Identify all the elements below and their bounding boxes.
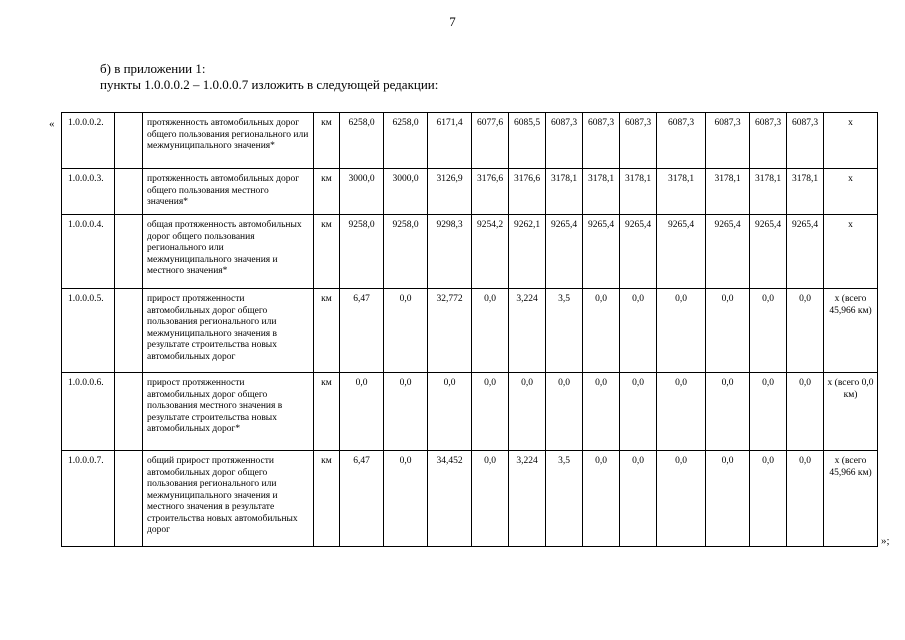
value-cell: 0,0 (750, 289, 787, 373)
value-cell: 9265,4 (657, 215, 706, 289)
value-cell: 0,0 (384, 451, 428, 547)
value-cell: 0,0 (583, 451, 620, 547)
empty-cell (115, 169, 143, 215)
value-cell: 6258,0 (340, 113, 384, 169)
note-cell: х (всего 45,966 км) (824, 289, 878, 373)
value-cell: 6,47 (340, 289, 384, 373)
value-cell: 0,0 (787, 373, 824, 451)
value-cell: 9265,4 (787, 215, 824, 289)
intro-line-1: б) в приложении 1: (100, 61, 206, 76)
row-code-cell: 1.0.0.0.5. (62, 289, 115, 373)
row-name-cell: протяженность автомобильных дорог общего пользования местного значения* (143, 169, 314, 215)
value-cell: 6085,5 (509, 113, 546, 169)
value-cell: 6087,3 (787, 113, 824, 169)
value-cell: 9265,4 (620, 215, 657, 289)
note-cell: х (всего 0,0 км) (824, 373, 878, 451)
value-cell: 0,0 (472, 451, 509, 547)
value-cell: 6,47 (340, 451, 384, 547)
row-name-cell: прирост протяженности автомобильных дорог общего пользования регионального или межмуниципального значения в результате строительства новых автомобильных дорог (143, 289, 314, 373)
value-cell: 9265,4 (546, 215, 583, 289)
value-cell: 6258,0 (384, 113, 428, 169)
value-cell: 0,0 (750, 373, 787, 451)
value-cell: 0,0 (583, 289, 620, 373)
value-cell: 6087,3 (750, 113, 787, 169)
value-cell: 0,0 (340, 373, 384, 451)
table-row (62, 169, 878, 215)
unit-cell: км (314, 373, 340, 451)
value-cell: 0,0 (657, 451, 706, 547)
unit-cell: км (314, 113, 340, 169)
unit-cell: км (314, 289, 340, 373)
value-cell: 0,0 (509, 373, 546, 451)
opening-quote: « (49, 118, 55, 130)
value-cell: 0,0 (384, 373, 428, 451)
value-cell: 0,0 (472, 289, 509, 373)
value-cell: 6087,3 (546, 113, 583, 169)
value-cell: 3,224 (509, 451, 546, 547)
value-cell: 3178,1 (583, 169, 620, 215)
value-cell: 3126,9 (428, 169, 472, 215)
value-cell: 9265,4 (750, 215, 787, 289)
value-cell: 0,0 (750, 451, 787, 547)
value-cell: 3178,1 (657, 169, 706, 215)
value-cell: 3178,1 (546, 169, 583, 215)
empty-cell (115, 289, 143, 373)
row-name-cell: общий прирост протяженности автомобильных дорог общего пользования регионального или межмуниципального значения и местного значения в результате строительства новых автомобильных дорог (143, 451, 314, 547)
value-cell: 0,0 (384, 289, 428, 373)
closing-quote: »; (881, 535, 890, 547)
note-cell: х (всего 45,966 км) (824, 451, 878, 547)
value-cell: 0,0 (706, 451, 750, 547)
value-cell: 3,5 (546, 289, 583, 373)
table-row (62, 113, 878, 169)
empty-cell (115, 215, 143, 289)
row-name-cell: прирост протяженности автомобильных дорог общего пользования местного значения в результате строительства новых автомобильных дорог* (143, 373, 314, 451)
value-cell: 9258,0 (384, 215, 428, 289)
value-cell: 6087,3 (657, 113, 706, 169)
table-row (62, 451, 878, 547)
empty-cell (115, 113, 143, 169)
value-cell: 9265,4 (583, 215, 620, 289)
value-cell: 0,0 (620, 289, 657, 373)
empty-cell (115, 451, 143, 547)
value-cell: 34,452 (428, 451, 472, 547)
value-cell: 0,0 (787, 289, 824, 373)
row-code-cell: 1.0.0.0.7. (62, 451, 115, 547)
value-cell: 0,0 (583, 373, 620, 451)
value-cell: 3178,1 (620, 169, 657, 215)
value-cell: 9258,0 (340, 215, 384, 289)
row-code-cell: 1.0.0.0.4. (62, 215, 115, 289)
value-cell: 3176,6 (472, 169, 509, 215)
value-cell: 0,0 (546, 373, 583, 451)
value-cell: 0,0 (620, 451, 657, 547)
note-cell: х (824, 113, 878, 169)
row-code-cell: 1.0.0.0.3. (62, 169, 115, 215)
table-row (62, 215, 878, 289)
value-cell: 9265,4 (706, 215, 750, 289)
intro-line-2: пункты 1.0.0.0.2 – 1.0.0.0.7 изложить в следующей редакции: (100, 77, 439, 92)
value-cell: 6171,4 (428, 113, 472, 169)
value-cell: 6077,6 (472, 113, 509, 169)
value-cell: 3176,6 (509, 169, 546, 215)
value-cell: 3,5 (546, 451, 583, 547)
empty-cell (115, 373, 143, 451)
value-cell: 6087,3 (620, 113, 657, 169)
unit-cell: км (314, 215, 340, 289)
value-cell: 0,0 (657, 289, 706, 373)
value-cell: 3178,1 (787, 169, 824, 215)
value-cell: 3,224 (509, 289, 546, 373)
value-cell: 0,0 (620, 373, 657, 451)
value-cell: 9262,1 (509, 215, 546, 289)
row-name-cell: общая протяженность автомобильных дорог общего пользования регионального или межмуниципального значения и местного значения* (143, 215, 314, 289)
row-code-cell: 1.0.0.0.2. (62, 113, 115, 169)
value-cell: 0,0 (706, 289, 750, 373)
value-cell: 0,0 (428, 373, 472, 451)
value-cell: 0,0 (787, 451, 824, 547)
value-cell: 32,772 (428, 289, 472, 373)
page-number: 7 (449, 14, 456, 29)
value-cell: 3000,0 (340, 169, 384, 215)
intro-text (100, 61, 438, 93)
note-cell: х (824, 169, 878, 215)
value-cell: 0,0 (657, 373, 706, 451)
value-cell: 9254,2 (472, 215, 509, 289)
table-row (62, 289, 878, 373)
value-cell: 3178,1 (750, 169, 787, 215)
value-cell: 0,0 (472, 373, 509, 451)
note-cell: х (824, 215, 878, 289)
value-cell: 6087,3 (583, 113, 620, 169)
indicators-table (61, 112, 878, 547)
row-name-cell: протяженность автомобильных дорог общего пользования регионального или межмуниципального значения* (143, 113, 314, 169)
unit-cell: км (314, 451, 340, 547)
unit-cell: км (314, 169, 340, 215)
value-cell: 9298,3 (428, 215, 472, 289)
table-row (62, 373, 878, 451)
row-code-cell: 1.0.0.0.6. (62, 373, 115, 451)
value-cell: 0,0 (706, 373, 750, 451)
value-cell: 6087,3 (706, 113, 750, 169)
value-cell: 3178,1 (706, 169, 750, 215)
value-cell: 3000,0 (384, 169, 428, 215)
